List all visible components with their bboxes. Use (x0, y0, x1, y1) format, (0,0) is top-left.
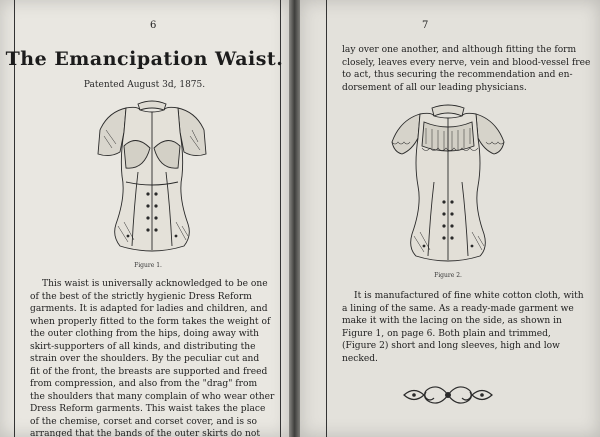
body-line: a lining of the same. As a ready-made garment we (342, 303, 574, 314)
body-line: the outer clothing from the hips, doing away with (30, 329, 260, 339)
figure-1-illustration (88, 96, 216, 258)
book-gutter (289, 0, 300, 437)
body-line: arranged that the bands of the outer skirts do not (30, 429, 260, 437)
body-line: skirt-supporters of all kinds, and distributing the (30, 341, 256, 352)
body-line: from compression, and also from the "drag" from (30, 379, 258, 389)
body-line: closely, leaves every nerve, vein and blood-vessel free (342, 57, 591, 68)
patent-subtitle: Patented August 3d, 1875. (83, 80, 206, 90)
left-page (0, 0, 289, 437)
body-line: Figure 1, on page 6. Both plain and trimmed, (342, 328, 551, 339)
body-line: strain over the shoulders. By the peculiar cut and (30, 354, 260, 364)
body-line: garments. It is adapted for ladies and children, and (30, 304, 268, 314)
page-title: The Emancipation Waist. (5, 48, 284, 70)
body-line: (Figure 2) short and long sleeves, high and low (342, 341, 560, 351)
right-body-text (342, 290, 584, 365)
figure-1-caption: Figure 1. (134, 262, 162, 269)
right-page (300, 0, 600, 437)
scroll-ornament-icon (400, 378, 496, 412)
body-line: It is manufactured of fine white cotton cloth, with (354, 291, 584, 301)
body-line: to act, thus securing the recommendation and en- (342, 70, 573, 80)
body-line: of the best of the strictly hygienic Dress Reform (30, 291, 252, 302)
body-line: Dress Reform garments. This waist takes the place (30, 404, 266, 414)
body-line: necked. (342, 353, 378, 364)
body-line: This waist is universally acknowledged to be one (42, 279, 268, 289)
right-top-text (342, 44, 591, 94)
body-line: lay over one another, and although fitting the form (342, 45, 577, 55)
right-margin-rule (326, 0, 327, 437)
body-line: fit of the front, the breasts are supported and freed (30, 366, 268, 377)
figure-2-illustration (384, 102, 512, 266)
left-body-text (30, 278, 275, 437)
body-line: the shoulders that many complain of who wear other (30, 391, 275, 402)
body-line: when properly fitted to the form takes the weight of (30, 316, 271, 327)
body-line: of the chemise, corset and corset cover, and is so (30, 416, 258, 427)
page-number: 7 (422, 20, 429, 31)
page-number: 6 (150, 20, 157, 31)
figure-2-caption: Figure 2. (434, 272, 462, 279)
body-line: dorsement of all our leading physicians. (342, 82, 527, 93)
body-line: make it with the lacing on the side, as shown in (342, 316, 562, 326)
